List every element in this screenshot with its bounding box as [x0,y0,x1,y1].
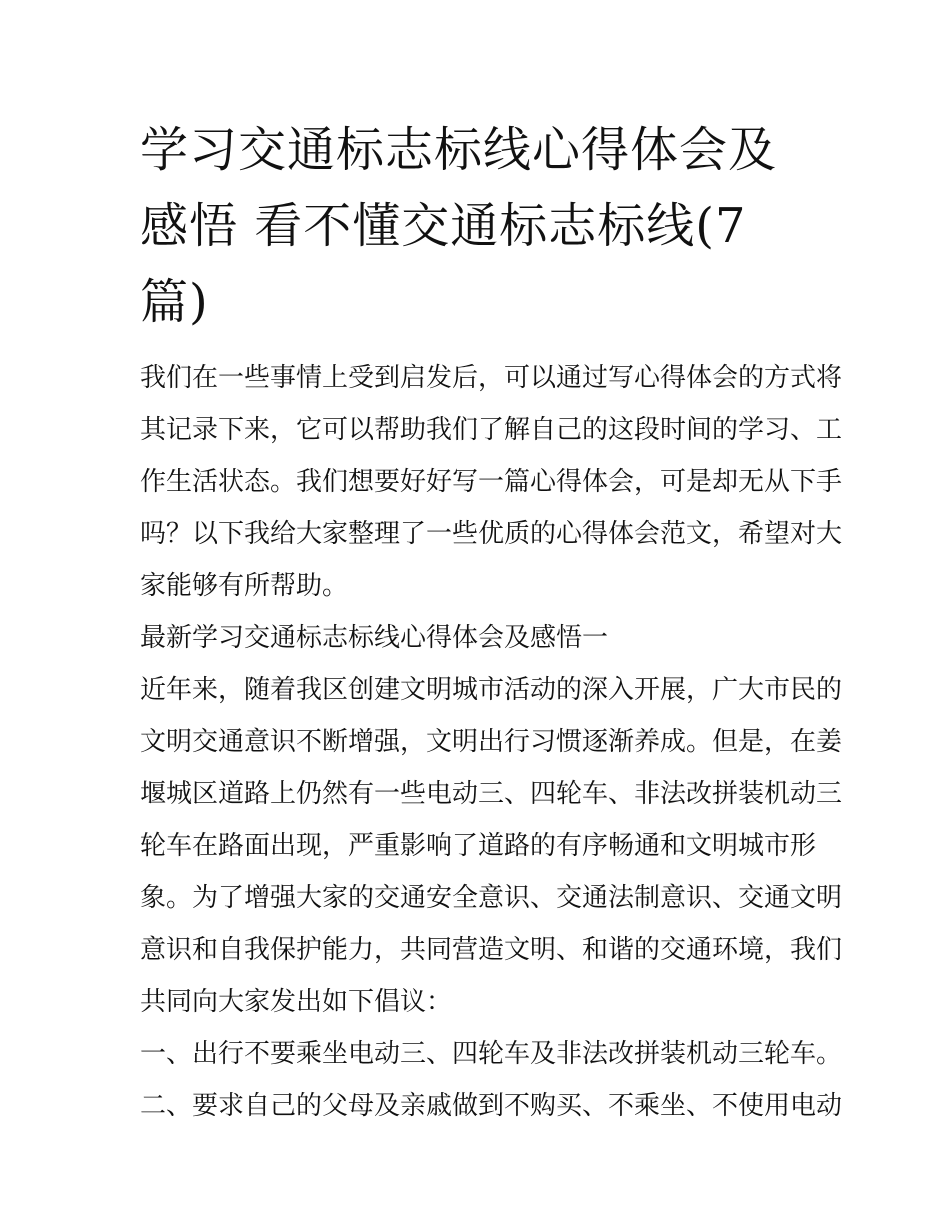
body-line-2: 其记录下来，它可以帮助我们了解自己的这段时间的学习、工 [140,415,843,445]
body-line-13: 共同向大家发出如下倡议： [140,987,453,1017]
body-line-10: 轮车在路面出现，严重影响了道路的有序畅通和文明城市形 [140,831,817,861]
body-line-7: 近年来，随着我区创建文明城市活动的深入开展，广大市民的 [140,675,843,705]
body-line-5: 家能够有所帮助。 [140,571,349,601]
body-line-9: 堰城区道路上仍然有一些电动三、四轮车、非法改拼装机动三 [140,779,843,809]
title-line-3: 篇) [140,274,209,330]
title-line-1: 学习交通标志标线心得体会及 [140,122,778,178]
body-line-12: 意识和自我保护能力，共同营造文明、和谐的交通环境，我们 [140,935,843,965]
body-line-4: 吗？以下我给大家整理了一些优质的心得体会范文，希望对大 [140,519,843,549]
document-title [140,112,820,340]
list-item-2: 二、要求自己的父母及亲戚做到不购买、不乘坐、不使用电动 [140,1091,843,1121]
body-line-11: 象。为了增强大家的交通安全意识、交通法制意识、交通文明 [140,883,843,913]
section-heading: 最新学习交通标志标线心得体会及感悟一 [140,623,609,653]
title-line-2: 感悟 看不懂交通标志标线(7 [140,198,747,254]
body-line-1: 我们在一些事情上受到启发后，可以通过写心得体会的方式将 [140,363,843,393]
body-line-8: 文明交通意识不断增强，文明出行习惯逐渐养成。但是，在姜 [140,727,843,757]
list-item-1: 一、出行不要乘坐电动三、四轮车及非法改拼装机动三轮车。 [140,1039,843,1069]
document-body [140,352,843,1132]
body-line-3: 作生活状态。我们想要好好写一篇心得体会，可是却无从下手 [140,467,843,497]
